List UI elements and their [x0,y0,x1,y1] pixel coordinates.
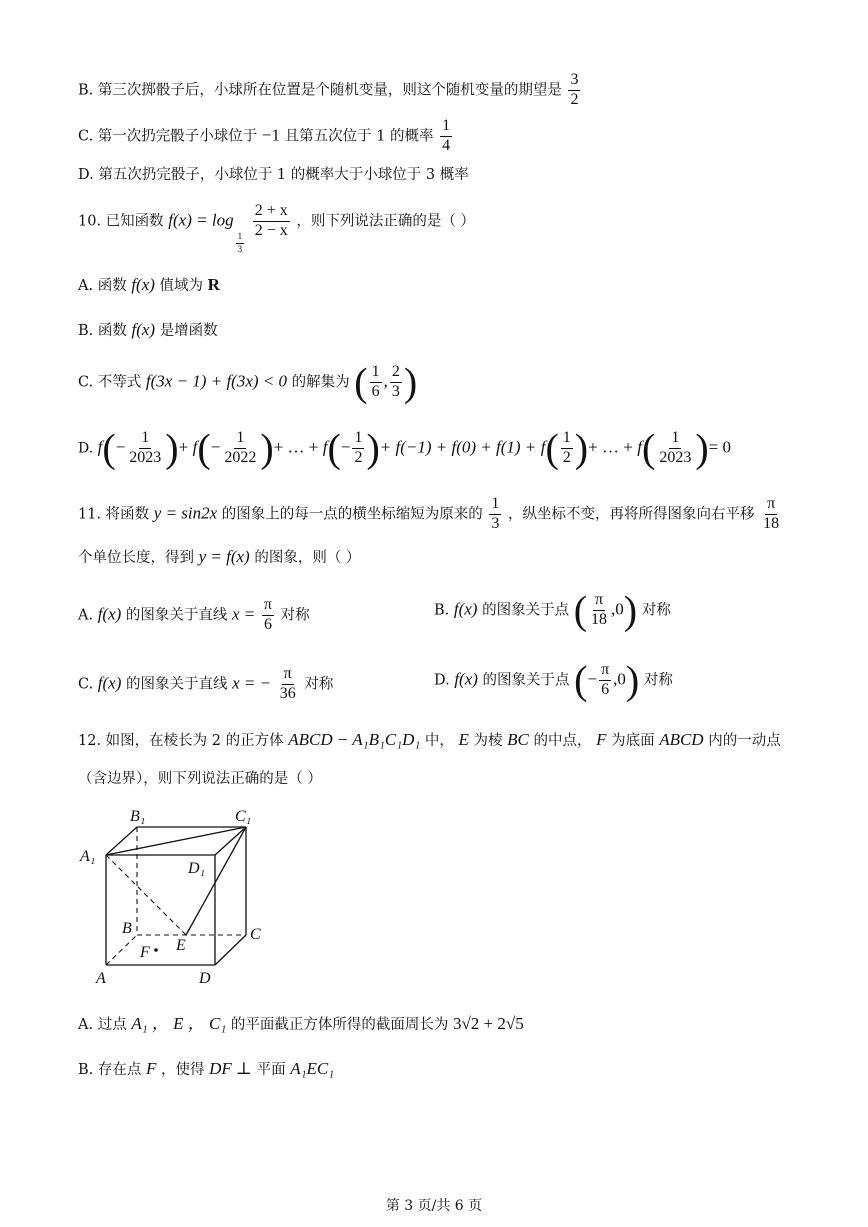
q10-option-d: D. f(− $\frac{1}{2023}$ )+ f(− $\frac{1}{2022}$ )+ … + f(− $\frac{1}{2}$ )+ f(−1) + f(0) + f(1) + f( $\frac{1}{2}$ )+ … + f( $\frac{1}{2023}$ )= 0 [78,425,731,471]
edge-a1-e [106,855,186,935]
label-a1: A₁ [80,848,96,865]
edge-e-c1 [186,827,246,935]
point-f [154,948,158,952]
q10-log-base: $\frac{1}{3}$ [237,231,243,254]
q9-option-b-text: B. 第三次掷骰子后，小球所在位置是个随机变量，则这个随机变量的期望是 [78,82,562,99]
q11-stem-line2: 个单位长度，得到 y = f(x) 的图象，则（ ） [78,547,361,566]
edge-a1-b1 [106,827,137,855]
q10-option-c-upper: $\frac{2}{3}$ [391,363,400,400]
q11-option-c: C. f(x) 的图象关于直线 x = − $\frac{\pi}{36}$ 对称 [78,665,334,702]
label-b: B [122,920,132,937]
q11-option-d-fraction: $\frac{\pi}{6}$ [601,661,610,698]
edge-a-b [106,935,137,965]
q11-option-b-fraction: $\frac{\pi}{18}$ [591,591,608,628]
q12-option-b: B. 存在点 F ，使得 DF ⊥ 平面 A₁EC₁ [78,1059,335,1078]
label-c: C [250,926,261,943]
q11-stem: 11. 将函数 y = sin2x 的图象上的每一点的横坐标缩短为原来的 $\frac{1}{3}$ ，纵坐标不变，再将所得图象向右平移 $\frac{\pi}{18}$ [78,495,780,532]
label-c1: C₁ [235,808,252,825]
q10-option-a: A. 函数 f(x) 值域为 R [78,275,220,294]
q10-option-c-lower: $\frac{1}{6}$ [371,363,380,400]
q11-option-b: B. f(x) 的图象关于点 ( $\frac{\pi}{18}$ ,0) 对称 [434,587,671,633]
cube-figure [78,805,268,985]
q10-stem: 10. 已知函数 f(x) = log $\frac{1}{3}$ $\frac{2 + x}{2 - x}$ ，则下列说法正确的是（ ） [78,202,475,254]
label-d1: D₁ [188,860,206,877]
q11-option-a-fraction: $\frac{\pi}{6}$ [263,596,272,633]
q12-stem: 12. 如图，在棱长为 2 的正方体 ABCD − A₁B₁C₁D₁ 中， E 为棱 BC 的中点， F 为底面 ABCD 内的一动点 [78,730,781,749]
q10-option-b: B. 函数 f(x) 是增函数 [78,320,218,339]
q9-option-c: C. 第一次扔完骰子小球位于 −1 且第五次位于 1 的概率 $\frac{1}{4}$ [78,117,451,154]
q10-option-c: C. 不等式 f(3x − 1) + f(3x) < 0 的解集为 ( $\frac{1}{6}$ , $\frac{2}{3}$ ) [78,359,418,405]
q9-option-b [78,72,582,109]
q12-stem-line2: （含边界），则下列说法正确的是（ ） [78,771,322,787]
label-f: F [140,944,150,961]
page-footer: 第 3 页/共 6 页 [385,1198,483,1214]
q12-option-a: A. 过点 A₁ ， E ， C₁ 的平面截正方体所得的截面周长为 3√2 + 2√5 [78,1014,524,1033]
edge-a1-c1 [106,827,246,855]
q10-term-3: $\frac{1}{2}$ [354,429,363,466]
label-e: E [176,937,186,954]
q11-shift-fraction: $\frac{\pi}{18}$ [763,495,780,532]
label-a: A [96,970,106,985]
q10-term-5: $\frac{1}{2023}$ [659,429,692,466]
q9-option-c-fraction: $\frac{1}{4}$ [442,117,451,154]
q11-scale-fraction: $\frac{1}{3}$ [491,495,500,532]
q9-option-b-fraction: $\frac{3}{2}$ [570,71,579,108]
label-b1: B₁ [130,808,146,825]
q11-option-c-fraction: $\frac{\pi}{36}$ [279,665,296,702]
label-d: D [199,970,211,985]
q10-log-argument: $\frac{2 + x}{2 - x}$ [254,202,288,239]
q9-option-d: D. 第五次扔完骰子，小球位于 1 的概率大于小球位于 3 概率 [78,167,469,183]
edge-d-c [215,935,246,965]
q11-option-a: A. f(x) 的图象关于直线 x = $\frac{\pi}{6}$ 对称 [78,596,310,633]
q10-term-4: $\frac{1}{2}$ [562,429,571,466]
q11-option-d: D. f(x) 的图象关于点 (− $\frac{\pi}{6}$ ,0) 对称 [434,657,673,703]
q10-term-2: $\frac{1}{2022}$ [224,429,257,466]
edge-d1-c1 [215,827,246,855]
q10-term-1: $\frac{1}{2023}$ [129,429,162,466]
